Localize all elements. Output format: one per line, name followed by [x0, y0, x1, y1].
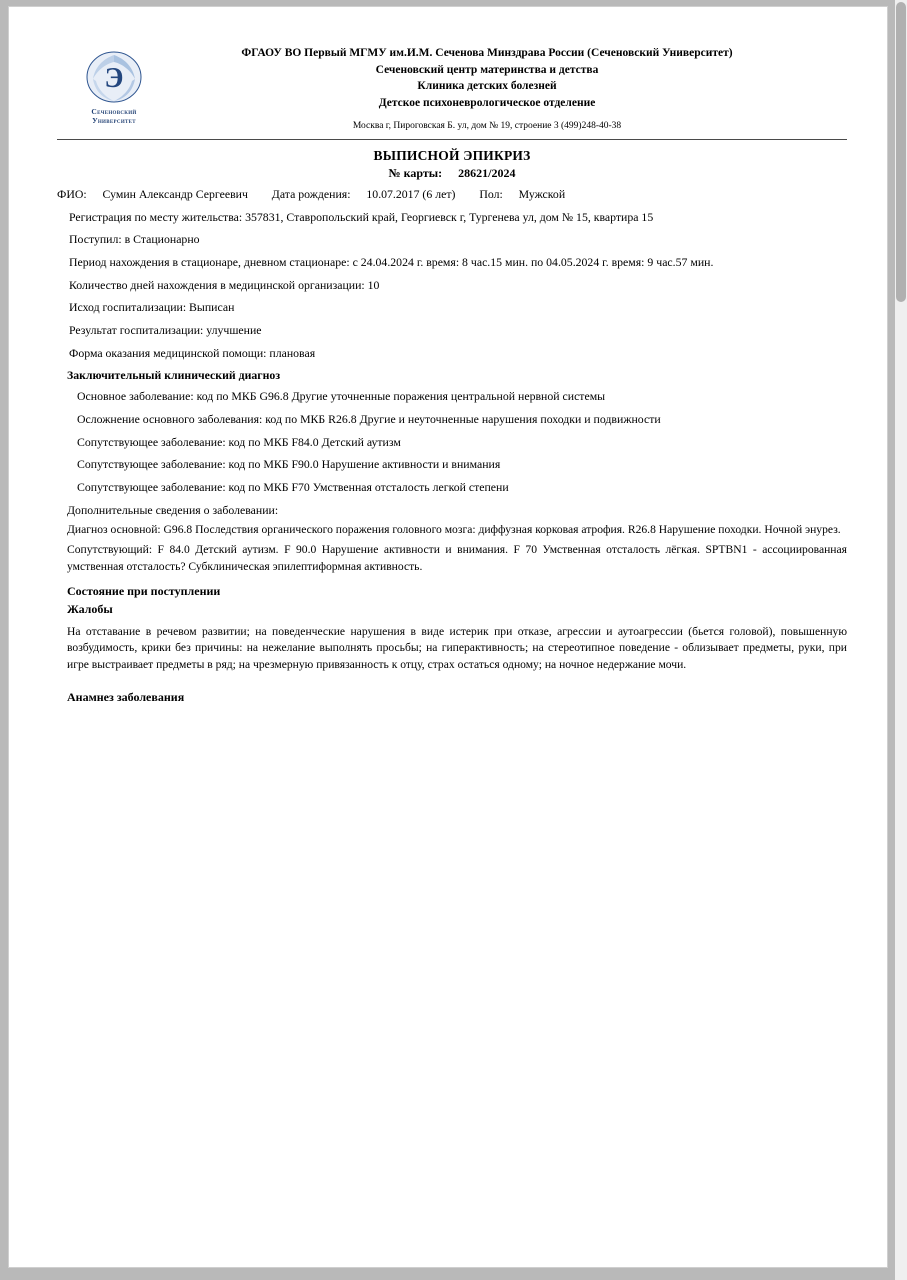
card-number-label: № карты: [388, 165, 443, 180]
org-line-4: Детское психоневрологическое отделение [378, 97, 596, 110]
diagnosis-item-4: Сопутствующее заболевание: код по МКБ F70 Умственная отсталость легкой степени [77, 479, 509, 494]
admission-row: Поступил: в Стационарно [69, 232, 200, 247]
outcome-row: Исход госпитализации: Выписан [69, 300, 235, 315]
diagnosis-item-2: Сопутствующее заболевание: код по МКБ F84.0 Детский аутизм [77, 434, 401, 449]
additional-info-label: Дополнительные сведения о заболевании: [67, 502, 279, 517]
organization-block [57, 43, 847, 133]
days-count-row: Количество дней нахождения в медицинской организации: 10 [69, 277, 380, 292]
document-page [8, 6, 888, 1268]
birth-value: 10.07.2017 (6 лет) [366, 186, 456, 201]
state-on-admission-heading: Состояние при поступлении [67, 583, 221, 598]
card-number-value: 28621/2024 [458, 165, 516, 180]
diagnosis-item-3: Сопутствующее заболевание: код по МКБ F90.0 Нарушение активности и внимания [77, 457, 501, 472]
diagnosis-item-0: Основное заболевание: код по МКБ G96.8 Другие уточненные поражения центральной нервной системы [77, 389, 606, 404]
additional-concomitant-diagnosis: Сопутствующий: F 84.0 Детский аутизм. F 90.0 Нарушение активности и внимания. F 70 Умственная отсталость лёгкая. SPTBN1 - ассоциированная умственная отсталость? Субклиническая эпилептиформная активность. [67, 543, 847, 573]
sex-value: Мужской [518, 186, 566, 201]
spacer [57, 617, 847, 621]
fio-label: ФИО: [57, 186, 87, 201]
header-divider [57, 139, 847, 140]
birth-label: Дата рождения: [271, 186, 351, 201]
org-line-2: Сеченовский центр материнства и детства [375, 63, 599, 76]
complaints-heading: Жалобы [67, 601, 113, 616]
svg-text:Э: Э [104, 63, 124, 94]
document-header [57, 43, 847, 133]
org-address: Москва г, Пироговская Б. ул, дом № 19, строение 3 (499)248-40-38 [352, 120, 622, 131]
document-content [57, 43, 847, 705]
stay-period-row: Период нахождения в стационаре, дневном стационаре: с 24.04.2024 г. время: 8 час.15 мин. по 04.05.2024 г. время: 9 час.57 мин. [69, 255, 714, 269]
university-logo [71, 49, 157, 125]
anamnesis-heading: Анамнез заболевания [67, 690, 185, 705]
fio-value: Сумин Александр Сергеевич [102, 186, 248, 201]
logo-caption-line2: Университет [92, 115, 136, 125]
logo-caption [71, 108, 157, 125]
card-number-line [57, 166, 847, 181]
org-line-3: Клиника детских болезней [417, 80, 557, 93]
scrollbar-thumb[interactable] [896, 2, 906, 302]
page-title: ВЫПИСНОЙ ЭПИКРИЗ [373, 147, 531, 163]
result-row: Результат госпитализации: улучшение [69, 323, 262, 338]
spacer [57, 674, 847, 682]
diagnosis-item-1: Осложнение основного заболевания: код по МКБ R26.8 Другие и неуточненные нарушения походки и подвижности [77, 411, 661, 426]
patient-identity-row [57, 186, 847, 204]
org-line-1: ФГАОУ ВО Первый МГМУ им.И.М. Сеченова Минздрава России (Сеченовский Университет) [241, 47, 733, 59]
sex-label: Пол: [479, 186, 503, 201]
university-emblem-icon [83, 49, 145, 107]
additional-main-diagnosis: Диагноз основной: G96.8 Последствия органического поражения головного мозга: диффузная корковая атрофия. R26.8 Нарушение походки. Ночной энурез. [67, 523, 841, 537]
registration-row: Регистрация по месту жительства: 357831, Ставропольский край, Георгиевск г, Тургенева ул, дом № 15, квартира 15 [69, 209, 654, 224]
care-form-row: Форма оказания медицинской помощи: плановая [69, 345, 316, 360]
logo-caption-line1: Сеченовский [91, 107, 137, 116]
complaints-text: На отставание в речевом развитии; на поведенческие нарушения в виде истерик при отказе, агрессии и аутоагрессии (бьется головой), повышенную возбудимость, крики без причины: на нежелание выполнять просьбы; на гиперактивность; на стереотипное поведение - облизывает предметы, руки, при игре выстраивает предметы в ряд; на чрезмерную привязанность к отцу, страх остаться одному; на ночное недержание мочи. [67, 624, 847, 672]
diagnosis-heading: Заключительный клинический диагноз [67, 368, 281, 383]
vertical-scrollbar[interactable] [895, 0, 907, 1280]
